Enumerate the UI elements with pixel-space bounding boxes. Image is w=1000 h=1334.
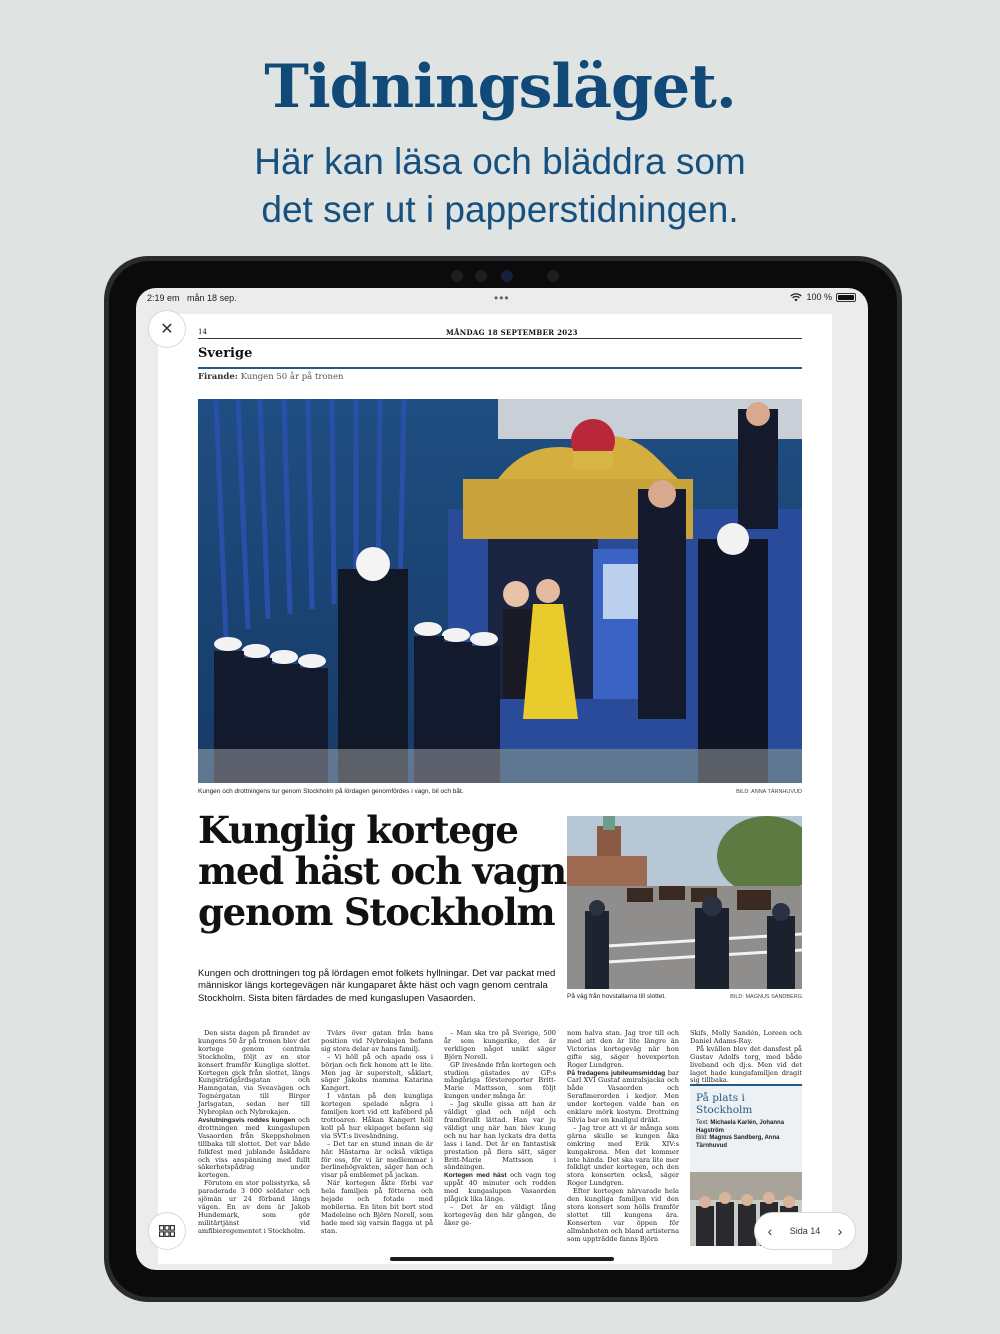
horse-parade-photo <box>567 816 802 989</box>
kicker: Firande: Kungen 50 år på tronen <box>198 372 344 382</box>
article-headline: Kunglig kortege med häst och vagn genom Stockholm <box>198 808 566 934</box>
page-folio <box>198 328 802 339</box>
grid-icon <box>159 1225 175 1237</box>
side-photo[interactable] <box>567 816 802 989</box>
factbox-title: På plats i Stockholm <box>696 1092 753 1116</box>
promo-subtitle <box>0 138 1000 234</box>
sensor-icon <box>547 270 559 282</box>
main-photo[interactable] <box>198 399 802 783</box>
page-indicator: Sida 14 <box>789 1226 821 1236</box>
main-photo-caption: Kungen och drottningens tur genom Stockholm på lördagen genomfördes i vagn, bil och båt. BILD: ANNA TÄRNHUVUD <box>198 788 802 795</box>
article-column-3: – Man ska tro på Sverige, 500 år som kungarike, det är verkligen något unikt säger Björn Norell. GP livesände från kortegen och studion gästades av GP:s mångåriga förstereporter Britt-Marie Mattsson, som följt kungen under många år. – Jag skulle gissa att han är väldigt glad och nöjd och framförallt lättad. Han var ju väldigt ung när han blev kung och nu har han lyckats dra detta lass i land. Det är en fantastisk prestation på flera sätt, säger Britt-Marie Mattsson i sändningen. Kortegen med häst och vagn tog uppåt 40 minuter och rodden med kungaslupen Vasaorden plågick lika länge. – Det är en väldigt lång kortegeväg den här gången, de åker ge- <box>444 1029 556 1227</box>
article-column-5: Skifs, Molly Sandén, Loreen och Daniel Adams-Ray. På kvällen blev det dansfest på Gustav Adolfs torg, med både liveband och dj:s. Men vid det laget hade kungafamiljen dragit sig tillbaka. <box>690 1029 802 1085</box>
main-photo-credit: BILD: ANNA TÄRNHUVUD <box>736 789 802 795</box>
newspaper-page[interactable] <box>158 314 832 1264</box>
promo-subtitle-line-1: Här kan läsa och bläddra som <box>254 141 746 182</box>
article-column-2: Tvärs över gatan från hans position vid Nybrokajen befann sig stora delar av hans familj. – Vi höll på och apade oss i början och fick honom att le lite. Men jag är superstolt, såklart, säger Jakobs mamma Katarina Kangert. I väntan på den kungliga kortegen spelade några i familjen kort vid ett kafébord på trottoaren. Håkan Kangert höll koll på hur ekipaget befann sig via SVT:s livesändning. – Det tar en stund innan de är här. Hästarna är också viktiga för oss, för vi är medlemmar i berlinehögvakten, säger han och visar på emblemet på jackan. När kortegen åkte förbi var hela familjen på fötterna och hejade och fotade med mobilerna. En liten bit bort stod Madeleine och Björn Norell, som hade med sig varsin flagga ut på stan. <box>321 1029 433 1235</box>
front-camera-icon <box>501 270 513 282</box>
status-right <box>790 292 856 302</box>
article-lead: Kungen och drottningen tog på lördagen emot folkets hyllningar. Det var packat med människor längs kortegevägen när kungaparet åkte häst och vagn genom centrala Stockholm. Sista biten färdades de med kungaslupen Vasaorden. <box>198 968 556 1004</box>
close-icon: ✕ <box>160 321 174 338</box>
chevron-right-icon: › <box>837 1223 843 1239</box>
chevron-left-icon: ‹ <box>767 1223 773 1239</box>
battery-percent: 100 % <box>806 292 832 302</box>
promo-title: Tidningsläget. <box>264 52 736 122</box>
home-indicator[interactable] <box>390 1257 614 1261</box>
close-button[interactable] <box>148 310 186 348</box>
article-column-1: Den sista dagen på firandet av kungens 50 år på tronen blev det kortege genom centrala Stockholm, följt av en stor konsert framför Kungliga slottet. Kortegen gick från slottet, längs Kungsträdgårdsgatan och Hamngatan, via Sveavägen och Tegnérgatan till Birger Jarlsgatan, sedan ner till Nybroplan och Nybrokajen. Avslutningsvis roddes kungen och drottningen med kungaslupen Vasaorden från Skeppsholmen tillbaka till slottet. Det var både folkfest med jublande åskådare och viss anspänning med fullt säkerhetspådrag under kortegen. Förutom en stor polisstyrka, så paraderade 3 000 soldater och sjömän ur 24 förband längs vägen. En av dem är Jakob Hundemark, som gör militärtjänst vid amfibieregementet i Stockholm. <box>198 1029 310 1235</box>
section-rule <box>198 367 802 369</box>
factbox-credits: Text: Michaela Karlén, Johanna Hagström Bild: Magnus Sandberg, Anna Tärnhuvud <box>696 1120 785 1149</box>
royal-carriage-photo <box>198 399 802 783</box>
page-number: 14 <box>198 328 207 336</box>
multitask-dots-icon[interactable]: ••• <box>494 291 510 305</box>
status-bar <box>136 288 868 308</box>
wifi-icon <box>790 293 802 302</box>
page-navigator <box>754 1212 856 1250</box>
camera-icon <box>475 270 487 282</box>
status-time: 2:19 em mån 18 sep. <box>147 293 237 303</box>
article-column-4: nom halva stan. Jag tror till och med att den är lite längre än Victorias kortegeväg när hon gifte sig, säger hovexperten Roger Lundgren. På fredagens jubileumsmiddag bar Carl XVI Gustaf amiralsjacka och både Vasaorden och Serafimerorden i kedjor. Men under kortegen valde han en enklare mörk kostym. Drottning Silvia bar en knallgul dräkt. – Jag tror att vi är många som gärna skulle se kungen åka omkring med Erik XIV:s kungakrona. Men det kommer inte hända. Det ska vara lite mer folkligt under kortegen, och den stora konserten också, säger Roger Lundgren. Efter kortegen närvarade hela den kungliga familjen vid den stora konsert som hölls framför slottet till kungens ära. Konserten var öppen för allmänheten och bland artisterna som uppträdde fanns Björn <box>567 1029 679 1243</box>
section-title: Sverige <box>198 346 253 361</box>
side-photo-caption: På väg från hovstallarna till slottet. BILD: MAGNUS SANDBERG <box>567 993 802 1000</box>
side-photo-credit: BILD: MAGNUS SANDBERG <box>730 994 802 1000</box>
next-page-button[interactable] <box>833 1223 847 1239</box>
promo-subtitle-line-2: det ser ut i papperstidningen. <box>261 189 739 230</box>
tablet-screen <box>136 288 868 1270</box>
page-date: MÅNDAG 18 SEPTEMBER 2023 <box>446 328 578 337</box>
prev-page-button[interactable] <box>763 1223 777 1239</box>
page-overview-button[interactable] <box>148 1212 186 1250</box>
sensor-icon <box>451 270 463 282</box>
battery-icon <box>836 293 856 302</box>
